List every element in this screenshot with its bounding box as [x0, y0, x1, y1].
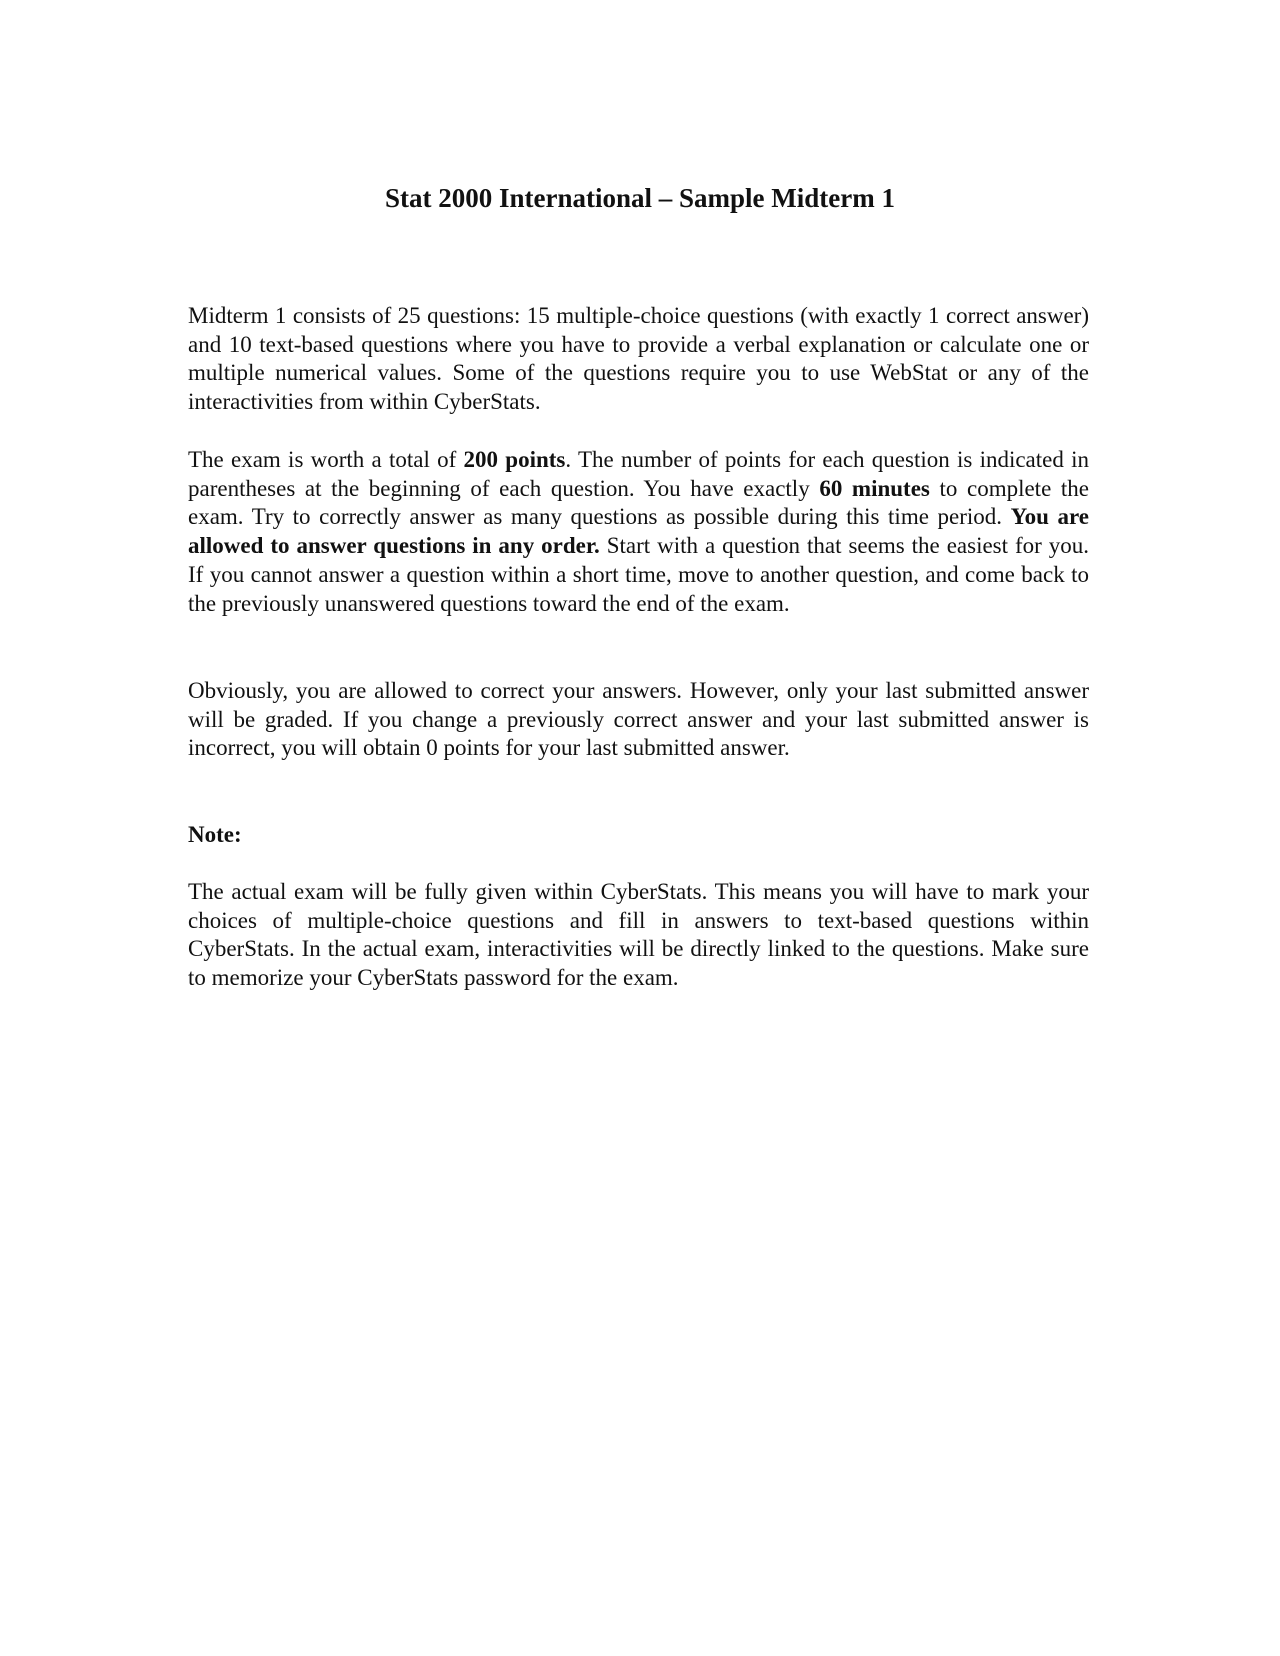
exam-rules-text-1: The exam is worth a total of: [188, 447, 464, 472]
grading-paragraph: Obviously, you are allowed to correct your answers. However, only your last submitted answer will be graded. If you change a previously correct answer and your last submitted answer is incorrect, you will obtain 0 points for your last submitted answer.: [188, 678, 1089, 761]
exam-rules-text-3: to complete the exam. Try to correctly answer as many questions as possible during this time period.: [188, 475, 1089, 530]
exam-rules-text-4: Start with a question that seems the easiest for you. If you cannot answer a question within a short time, move to another question, and come back to the previously unanswered questions toward the end of the exam.: [188, 533, 1089, 616]
any-order-emphasis: You are allowed to answer questions in any order.: [188, 504, 1089, 559]
intro-paragraph: Midterm 1 consists of 25 questions: 15 multiple-choice questions (with exactly 1 correct answer) and 10 text-based questions where you have to provide a verbal explanation or calculate one or multiple numerical values. Some of the questions require you to use WebStat or any of the interactivities from within CyberStats.: [188, 303, 1089, 415]
document-title: Stat 2000 International – Sample Midterm 1: [385, 183, 895, 213]
exam-rules-text-2: . The number of points for each question is indicated in parentheses at the beginning of each question. You have exactly: [188, 447, 1090, 501]
exam-rules-paragraph: [188, 446, 1089, 618]
note-heading: Note:: [188, 822, 242, 847]
note-paragraph: The actual exam will be fully given within CyberStats. This means you will have to mark your choices of multiple-choice questions and fill in answers to text-based questions within CyberStats. In the actual exam, interactivities will be directly linked to the questions. Make sure to memorize your CyberStats password for the exam.: [188, 879, 1089, 991]
total-points-emphasis: 200 points: [463, 447, 566, 472]
time-limit-emphasis: 60 minutes: [819, 475, 930, 501]
